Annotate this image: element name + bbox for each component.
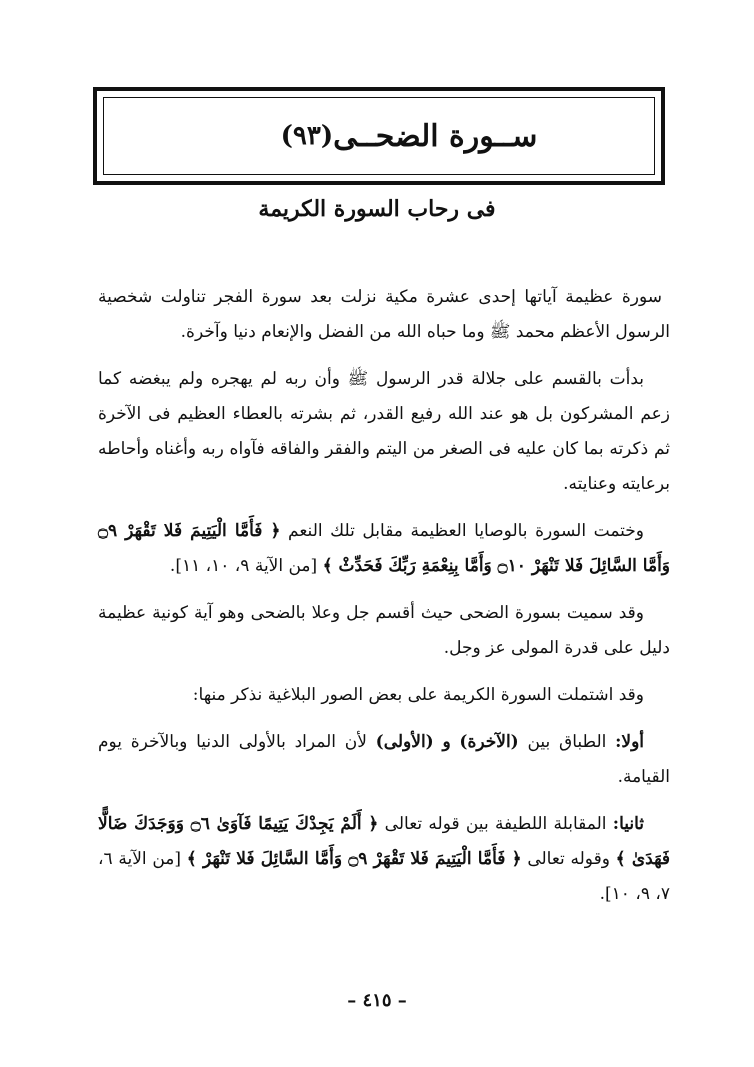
quran-verse: ﴿ فَأَمَّا الْيَتِيمَ فَلا تَقْهَرْ ۝٩ وَأَمَّا السَّائِلَ فَلا تَنْهَرْ ۝١٠ وَأَمَّا بِنِعْمَةِ رَبِّكَ فَحَدِّثْ ﴾ — [98, 521, 670, 576]
paragraph-ending — [98, 514, 670, 584]
paragraph-opening: بدأت بالقسم على جلالة قدر الرسول ﷺ وأن ربه لم يهجره ولم يبغضه كما زعم المشركون بل هو عند الله رفيع القدر، ثم بشرته بالعطاء العظيم فى الآخرة ثم ذكرته بما كان عليه فى الصغر من اليتم والفقر والفاقه فآواه ربه وأغناه وأحاطه برعايته وعنايته. — [98, 369, 670, 494]
body-text — [98, 280, 670, 924]
surah-header-frame — [93, 87, 665, 185]
quran-verse-first: ﴿ أَلَمْ يَجِدْكَ يَتِيمًا فَآوَىٰ ۝٦ وَوَجَدَكَ ضَالًّا فَهَدَىٰ ﴾ — [98, 814, 671, 869]
verse-reference: [من الآية ٩، ١٠، ١١]. — [169, 556, 318, 576]
paragraph-rhetoric: وقد اشتملت السورة الكريمة على بعض الصور البلاغية نذكر منها: — [192, 685, 644, 705]
paragraph-naming: وقد سميت بسورة الضحى حيث أقسم جل وعلا بالضحى وهو آية كونية عظيمة دليل على قدرة المولى عز وجل. — [98, 603, 670, 658]
first-point-text-b: لأن المراد بالأولى الدنيا وبالآخرة يوم القيامة. — [98, 732, 670, 787]
verse-reference-second: [من الآية ٦، ٧، ٩، ١٠]. — [98, 849, 670, 904]
term-and: و — [442, 732, 451, 752]
page-number: – ٤١٥ – — [347, 990, 407, 1011]
second-point-text-b: وقوله تعالى — [527, 849, 610, 869]
point-label-first: أولا: — [615, 732, 644, 752]
surah-name: ســورة الضحــى — [333, 118, 538, 154]
term-akhira: (الآخرة) — [459, 732, 519, 752]
surah-header-inner — [103, 97, 655, 175]
term-oula: (الأولى) — [375, 732, 434, 752]
paragraph-first-point — [98, 725, 670, 795]
point-label-second: ثانيا: — [612, 814, 645, 834]
paragraph-second-point — [98, 807, 670, 912]
section-title: فى رحاب السورة الكريمة — [258, 196, 496, 222]
paragraph-ending-lead: وختمت السورة بالوصايا العظيمة مقابل تلك النعم — [288, 521, 645, 541]
paragraph-intro: سورة عظيمة آياتها إحدى عشرة مكية نزلت بعد سورة الفجر تناولت شخصية الرسول الأعظم محمد ﷺ وما حباه الله من الفضل والإنعام دنيا وآخرة. — [98, 287, 670, 342]
first-point-text-a: الطباق بين — [527, 732, 607, 752]
surah-number: (٩٣) — [280, 121, 334, 151]
second-point-text-a: المقابلة اللطيفة بين قوله تعالى — [384, 814, 607, 834]
quran-verse-second: ﴿ فَأَمَّا الْيَتِيمَ فَلا تَقْهَرْ ۝٩ وَأَمَّا السَّائِلَ فَلا تَنْهَرْ ﴾ — [186, 849, 522, 869]
